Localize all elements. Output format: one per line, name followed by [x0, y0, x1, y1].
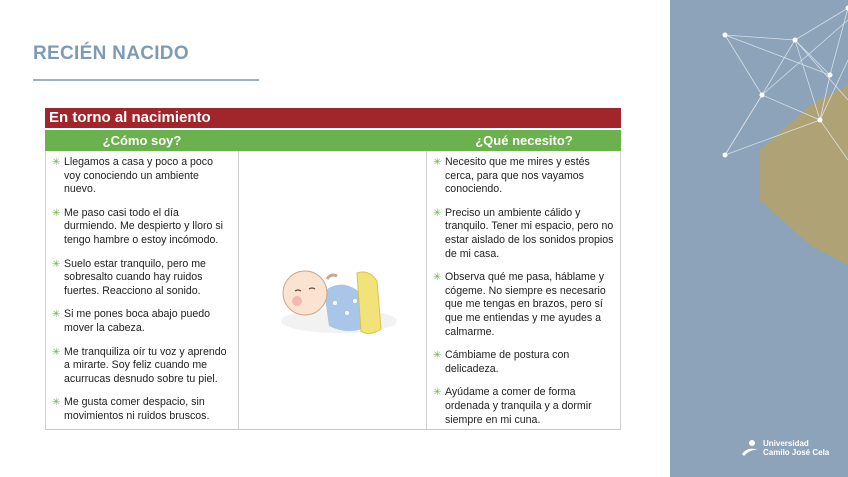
right-column — [427, 151, 621, 429]
network-decoration — [670, 0, 848, 477]
list-item: ✳ Observa qué me pasa, háblame y cógeme. No siempre es necesario que me tengas en brazos, pero sí que me entiendas y me ayudes a calmarme. — [433, 271, 606, 338]
bullet-star-icon: ✳ — [433, 387, 442, 399]
list-item: ✳ Llegamos a casa y poco a poco voy conociendo un ambiente nuevo. — [52, 156, 213, 196]
list-item: ✳ Preciso un ambiente cálido y tranquilo. Tener mi espacio, pero no estar aislado de los sonidos propios de mi casa. — [433, 206, 614, 260]
list-item: ✳ Me gusta comer despacio, sin movimientos ni ruidos bruscos. — [52, 396, 210, 422]
list-item: ✳ Suelo estar tranquilo, pero me sobresalto cuando hay ruidos fuertes. Reacciono al sonido. — [52, 257, 206, 297]
table-body — [45, 151, 621, 429]
logo-line-2: Camilo José Cela — [763, 448, 830, 457]
logo-swoosh-icon — [740, 438, 760, 458]
bullet-star-icon: ✳ — [52, 207, 61, 219]
bullet-star-icon: ✳ — [52, 258, 61, 270]
bullet-star-icon: ✳ — [52, 346, 61, 358]
bullet-star-icon: ✳ — [433, 272, 442, 284]
info-table — [45, 108, 621, 430]
left-column-heading: ¿Cómo soy? — [102, 133, 182, 148]
bullet-star-icon: ✳ — [52, 157, 61, 168]
bullet-star-icon: ✳ — [52, 397, 61, 409]
illustration-column — [239, 151, 427, 429]
slide-title: RECIÉN NACIDO — [33, 43, 189, 64]
list-item: ✳ Me tranquiliza oír tu voz y aprendo a mirarte. Soy feliz cuando me acurrucas desnudo sobre tu piel. — [52, 345, 227, 385]
list-item: ✳ Si me pones boca abajo puedo mover la cabeza. — [52, 308, 211, 334]
right-column-heading: ¿Qué necesito? — [475, 133, 573, 148]
university-logo — [740, 438, 829, 458]
bullet-star-icon: ✳ — [52, 309, 61, 321]
list-item: ✳ Ayúdame a comer de forma ordenada y tranquila y a dormir siempre en mi cuna. — [433, 386, 592, 426]
decorative-side-panel — [670, 0, 848, 477]
bullet-star-icon: ✳ — [433, 350, 442, 362]
logo-line-1: Universidad — [763, 439, 809, 448]
list-item: ✳ Necesito que me mires y estés cerca, para que nos vayamos conociendo. — [433, 156, 590, 196]
bullet-star-icon: ✳ — [433, 157, 442, 168]
column-headers — [45, 128, 621, 151]
bullet-star-icon: ✳ — [433, 207, 442, 219]
list-item: ✳ Me paso casi todo el día durmiendo. Me despierto y lloro si tengo hambre o estoy incómodo. — [52, 206, 223, 246]
title-underline — [33, 79, 259, 81]
table-header: En torno al nacimiento — [45, 108, 621, 128]
sleeping-baby-illustration — [269, 251, 399, 341]
list-item: ✳ Cámbiame de postura con delicadeza. — [433, 349, 570, 375]
left-column — [45, 151, 239, 429]
